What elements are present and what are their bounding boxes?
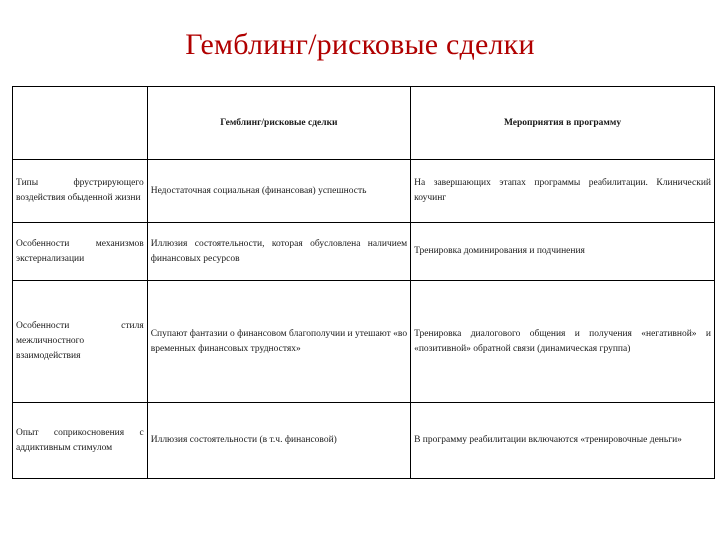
row-program-cell: На завершающих этапах программы реабилитации. Клинический коучинг bbox=[411, 160, 715, 223]
page-title: Гемблинг/рисковые сделки bbox=[185, 28, 535, 61]
header-cell-empty bbox=[13, 87, 148, 160]
comparison-table bbox=[12, 86, 715, 479]
row-program-cell: Тренировка диалогового общения и получения «негативной» и «позитивной» обратной связи (динамическая группа) bbox=[411, 281, 715, 403]
row-gambling-cell: Спупают фантазии о финансовом благополучии и утешают «во временных финансовых трудностях» bbox=[147, 281, 410, 403]
table-row bbox=[13, 160, 715, 223]
row-label: Особенности механизмов экстернализации bbox=[13, 223, 148, 281]
row-label: Опыт соприкосновения с аддиктивным стимулом bbox=[13, 403, 148, 479]
row-gambling-cell: Иллюзия состоятельности (в т.ч. финансовой) bbox=[147, 403, 410, 479]
row-gambling-cell: Иллюзия состоятельности, которая обусловлена наличием финансовых ресурсов bbox=[147, 223, 410, 281]
table-row bbox=[13, 403, 715, 479]
row-program-cell: Тренировка доминирования и подчинения bbox=[411, 223, 715, 281]
table-row bbox=[13, 281, 715, 403]
row-program-cell: В программу реабилитации включаются «тренировочные деньги» bbox=[411, 403, 715, 479]
table-header-row bbox=[13, 87, 715, 160]
header-cell-gambling: Гемблинг/рисковые сделки bbox=[147, 87, 410, 160]
header-cell-program: Мероприятия в программу bbox=[411, 87, 715, 160]
table-row bbox=[13, 223, 715, 281]
row-gambling-cell: Недостаточная социальная (финансовая) успешность bbox=[147, 160, 410, 223]
row-label: Особенности стиля межличностного взаимодействия bbox=[13, 281, 148, 403]
row-label: Типы фрустрирующего воздействия обыденной жизни bbox=[13, 160, 148, 223]
